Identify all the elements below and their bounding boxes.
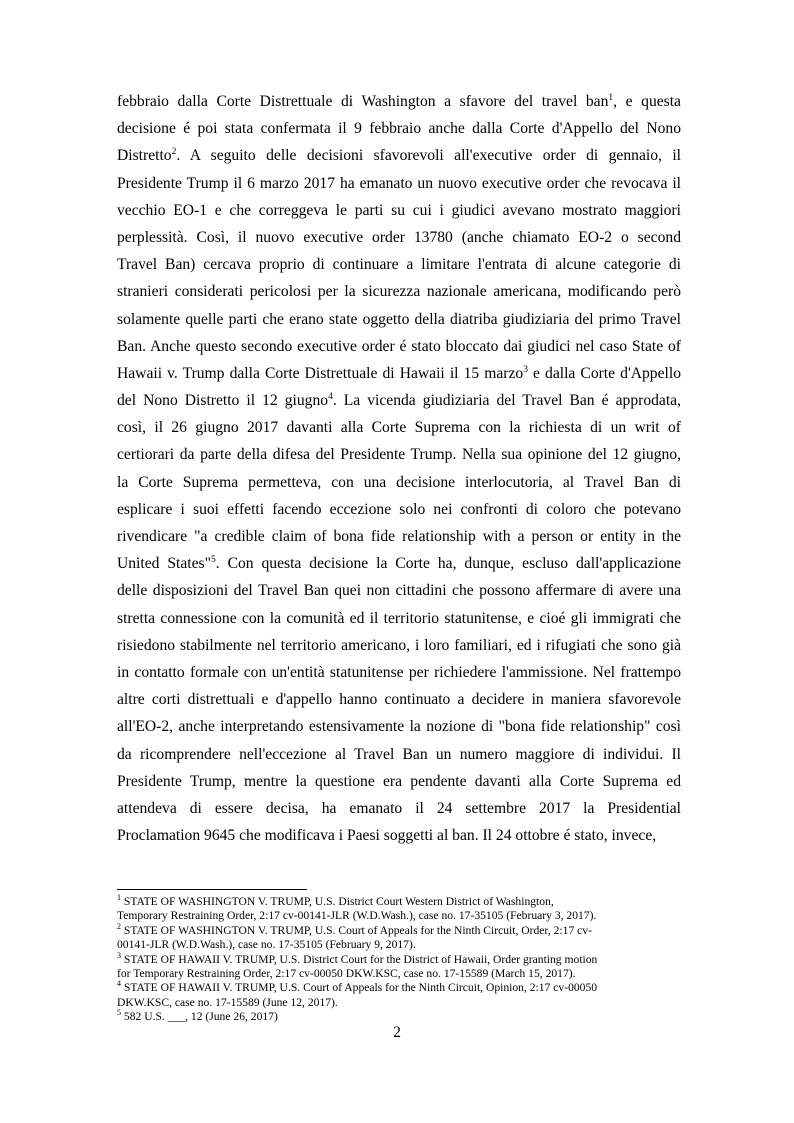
footnote-text: 582 U.S. ___, 12 (June 26, 2017): [123, 1010, 278, 1024]
footnote-text: STATE OF HAWAII V. TRUMP, U.S. District Court for the District of Hawaii, Order granting motion: [123, 952, 598, 966]
text-run: solamente quelle parti che erano state oggetto della diatriba giudiziaria del primo Travel: [117, 310, 681, 328]
body-paragraph: [117, 88, 681, 849]
text-run: Presidente Trump il 6 marzo 2017 ha emanato un nuovo executive order che revocava il: [117, 174, 681, 192]
footnotes: [117, 895, 681, 1025]
text-line: [117, 278, 681, 305]
footnote-ref: 4: [328, 391, 333, 402]
text-run: e dalla Corte d'Appello: [527, 364, 681, 382]
text-run: esplicare i suoi effetti facendo eccezione solo nei confronti di coloro che potevano: [117, 500, 681, 518]
text-line: [117, 197, 681, 224]
text-line: [117, 605, 681, 632]
footnote-text: STATE OF WASHINGTON V. TRUMP, U.S. Court of Appeals for the Ninth Circuit, Order, 2:17 cv-: [123, 923, 592, 937]
text-line: [117, 822, 681, 849]
text-run: la Corte Suprema permetteva, con una decisione interlocutoria, al Travel Ban di: [117, 473, 681, 491]
text-run: stranieri considerati pericolosi per la sicurezza nazionale americana, modificando però: [117, 283, 681, 301]
text-line: [117, 224, 681, 251]
text-run: così, il 26 giugno 2017 davanti alla Corte Suprema con la richiesta di un writ of: [117, 419, 681, 437]
text-run: Proclamation 9645 che modificava i Paesi soggetti al ban. Il 24 ottobre é stato, invece,: [117, 827, 657, 845]
footnote-line: [117, 967, 681, 981]
text-run: . A seguito delle decisioni sfavorevoli all'executive order di gennaio, il: [176, 147, 681, 165]
footnote-line: [117, 895, 681, 909]
text-line: [117, 441, 681, 468]
footnote-ref: 5: [211, 555, 216, 565]
footnote-ref: 2: [171, 147, 177, 158]
footnote-mark: 2: [117, 921, 121, 931]
footnote-line: [117, 1010, 681, 1024]
text-run: perplessità. Così, il nuovo executive order 13780 (anche chiamato EO-2 o second: [117, 228, 681, 246]
text-line: [117, 713, 681, 740]
footnote-ref: 3: [523, 364, 528, 375]
text-line: [117, 632, 681, 659]
text-run: in contatto formale con un'entità statunitense per richiedere l'ammissione. Nel frattempo: [117, 663, 681, 681]
text-line: [117, 741, 681, 768]
text-run: decisione é poi stata confermata il 9 febbraio anche dalla Corte d'Appello del Nono: [117, 120, 681, 138]
page-number: 2: [393, 1024, 401, 1041]
footnote-text: 00141-JLR (W.D.Wash.), case no. 17-35105 (February 9, 2017).: [117, 938, 416, 952]
text-line: [117, 387, 681, 414]
footnote-line: [117, 996, 681, 1010]
text-run: attendeva di essere decisa, ha emanato il 24 settembre 2017 la Presidential: [117, 799, 681, 817]
footnote-line: [117, 938, 681, 952]
text-run: del Nono Distretto il 12 giugno: [117, 392, 329, 410]
text-line: [117, 333, 681, 360]
footnote-line: [117, 909, 681, 923]
text-run: Travel Ban) cercava proprio di continuare a limitare l'entrata di alcune categorie di: [117, 256, 681, 274]
text-run: risiedono stabilmente nel territorio americano, i loro familiari, ed i rifugiati che sono già: [117, 636, 681, 654]
text-run: Ban. Anche questo secondo executive order é stato bloccato dai giudici nel caso State of: [117, 337, 681, 355]
text-run: da ricomprendere nell'eccezione al Travel Ban un numero maggiore di individui. Il: [117, 745, 681, 763]
text-line: [117, 523, 681, 550]
text-run: United States": [117, 555, 211, 573]
footnote-line: [117, 981, 681, 995]
footnote-text: DKW.KSC, case no. 17-15589 (June 12, 2017).: [117, 995, 338, 1009]
text-line: [117, 795, 681, 822]
text-line: [117, 170, 681, 197]
text-line: [117, 577, 681, 604]
text-run: . Con questa decisione la Corte ha, dunque, escluso dall'applicazione: [215, 555, 681, 573]
footnote-ref: 1: [608, 92, 614, 103]
text-line: [117, 306, 681, 333]
text-run: delle disposizioni del Travel Ban quei non cittadini che possono affermare di avere una: [117, 582, 681, 600]
text-run: . La vicenda giudiziaria del Travel Ban é approdata,: [332, 392, 681, 410]
footnote-text: STATE OF WASHINGTON V. TRUMP, U.S. District Court Western District of Washington,: [123, 895, 554, 908]
text-run: febbraio dalla Corte Distrettuale di Washington a sfavore del travel ban: [117, 93, 609, 110]
footnote-mark: 1: [117, 893, 121, 903]
text-line: [117, 88, 681, 115]
footnote-mark: 5: [117, 1008, 121, 1018]
text-run: Distretto: [117, 147, 172, 165]
text-line: [117, 550, 681, 577]
text-run: , e questa: [613, 93, 681, 110]
text-run: Hawaii v. Trump dalla Corte Distrettuale di Hawaii il 15 marzo: [117, 364, 524, 382]
text-run: rivendicare "a credible claim of bona fide relationship with a person or entity in the: [117, 528, 681, 545]
footnote-line: [117, 950, 681, 967]
text-line: [117, 414, 681, 441]
footnote-line: [117, 921, 681, 938]
text-line: [117, 251, 681, 278]
text-line: [117, 659, 681, 686]
text-line: [117, 142, 681, 169]
text-run: stretta connessione con la comunità ed il territorio statunitense, e cioé gli immigrati che: [117, 609, 681, 627]
footnote-separator: [117, 889, 307, 890]
footnote-mark: 4: [117, 979, 121, 989]
text-line: [117, 115, 681, 142]
footnote-text: Temporary Restraining Order, 2:17 cv-00141-JLR (W.D.Wash.), case no. 17-35105 (February 3, 2017).: [117, 909, 597, 923]
text-run: all'EO-2, anche interpretando estensivamente la nozione di "bona fide relationship" così: [117, 718, 681, 736]
text-run: altre corti distrettuali e d'appello hanno continuato a decidere in maniera sfavorevole: [117, 691, 681, 709]
text-line: [117, 768, 681, 795]
text-line: [117, 469, 681, 496]
text-run: vecchio EO-1 e che correggeva le parti su cui i giudici avevano mostrato maggiori: [117, 201, 681, 219]
footnote-mark: 3: [117, 950, 121, 960]
footnote-text: for Temporary Restraining Order, 2:17 cv-00050 DKW.KSC, case no. 17-15589 (March 15, 2017).: [117, 967, 576, 981]
text-line: [117, 496, 681, 523]
footnote-text: STATE OF HAWAII V. TRUMP, U.S. Court of Appeals for the Ninth Circuit, Opinion, 2:17 cv-00050: [123, 981, 598, 995]
text-line: [117, 686, 681, 713]
text-run: Presidente Trump, mentre la questione era pendente davanti alla Corte Suprema ed: [117, 772, 681, 790]
text-line: [117, 360, 681, 387]
text-run: certiorari da parte della difesa del Presidente Trump. Nella sua opinione del 12 giugno,: [117, 446, 681, 464]
